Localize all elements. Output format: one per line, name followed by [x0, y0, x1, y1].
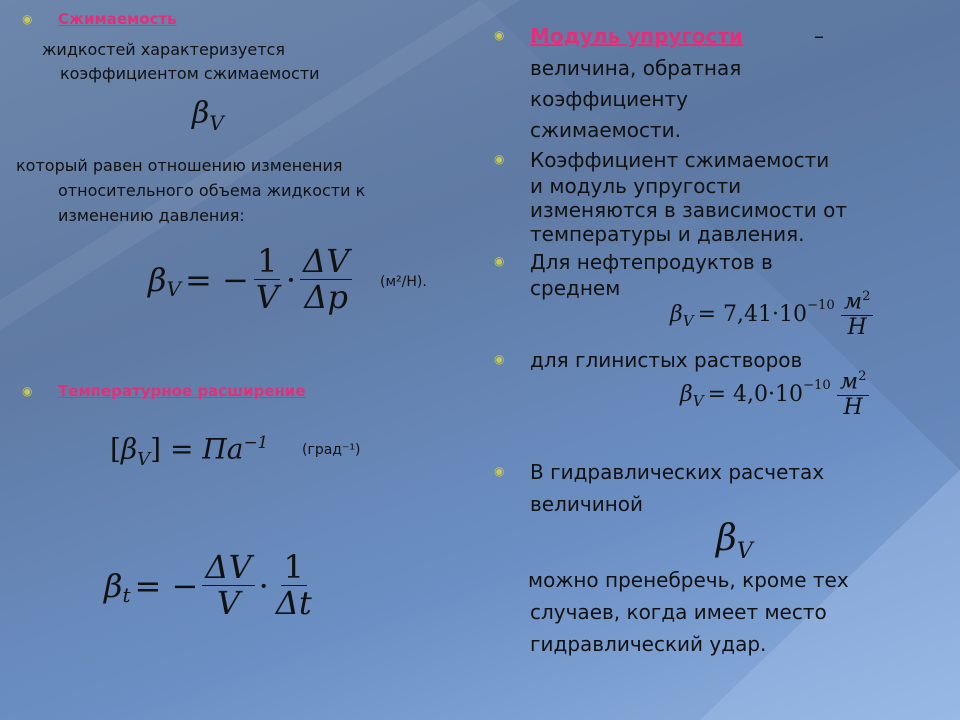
b2-line-1: Коэффициент сжимаемости: [530, 148, 830, 172]
thermal-formula: β $_t$ = − $\frac{\Delta V}{V}$ · $\frac{1}{\Delta t}$: [104, 548, 312, 623]
final-line-3: гидравлический удар.: [530, 632, 767, 656]
elasticity-modulus-title: Модуль упругости: [530, 24, 743, 48]
bullet-icon: ◉: [494, 352, 505, 366]
compress-line-1: жидкостей характеризуется: [42, 40, 285, 59]
compressibility-formula: β $_V$ = − $\frac{1}{V}$ · $\frac{\Delta V}{\Delta p}$: [148, 244, 352, 315]
b1-line-3: сжимаемости.: [530, 118, 681, 142]
oil-formula: β $_V$ = 7,41·10 $^{-10}$ $\frac{м^2}{Н}$: [670, 290, 873, 340]
units-temp: (град⁻¹): [302, 442, 361, 458]
b5-line-2: величиной: [530, 492, 643, 516]
clay-formula: β $_V$ = 4,0·10 $^{-10}$ $\frac{м^2}{Н}$: [680, 370, 869, 420]
b2-line-3: изменяются в зависимости от: [530, 198, 848, 222]
beta-unit-formula: $[\beta_V] = Па^{-1}$: [110, 432, 269, 470]
b3-line-1: Для нефтепродуктов в: [530, 250, 773, 274]
bullet-icon: ◉: [22, 384, 33, 398]
para-line-3: изменению давления:: [58, 206, 245, 225]
bullet-icon: ◉: [494, 152, 505, 166]
b1-line-2: коэффициенту: [530, 87, 688, 111]
b3-line-2: среднем: [530, 276, 621, 300]
compress-line-2: коэффициентом сжимаемости: [60, 64, 320, 83]
bullet-icon: ◉: [494, 28, 505, 42]
b5-line-1: В гидравлических расчетах: [530, 460, 825, 484]
bullet-icon: ◉: [494, 464, 505, 478]
final-line-2: случаев, когда имеет место: [530, 600, 827, 624]
compressibility-title: Сжимаемость: [58, 10, 177, 28]
b1-line-1: величина, обратная: [530, 56, 742, 80]
beta-v-symbol: $\beta_V$: [192, 96, 224, 135]
b2-line-2: и модуль упругости: [530, 174, 742, 198]
beta-v-large: $\beta_V$: [716, 518, 753, 565]
units-compress: (м²/Н).: [380, 274, 427, 290]
final-line-1: можно пренебречь, кроме тех: [528, 568, 849, 592]
elasticity-dash: –: [814, 24, 824, 48]
para-line-1: который равен отношению изменения: [16, 156, 343, 175]
b4-line: для глинистых растворов: [530, 348, 803, 372]
bullet-icon: ◉: [22, 12, 33, 26]
bullet-icon: ◉: [494, 254, 505, 268]
b2-line-4: температуры и давления.: [530, 222, 805, 246]
thermal-expansion-title: Температурное расширение: [58, 382, 306, 400]
para-line-2: относительного объема жидкости к: [58, 181, 366, 200]
